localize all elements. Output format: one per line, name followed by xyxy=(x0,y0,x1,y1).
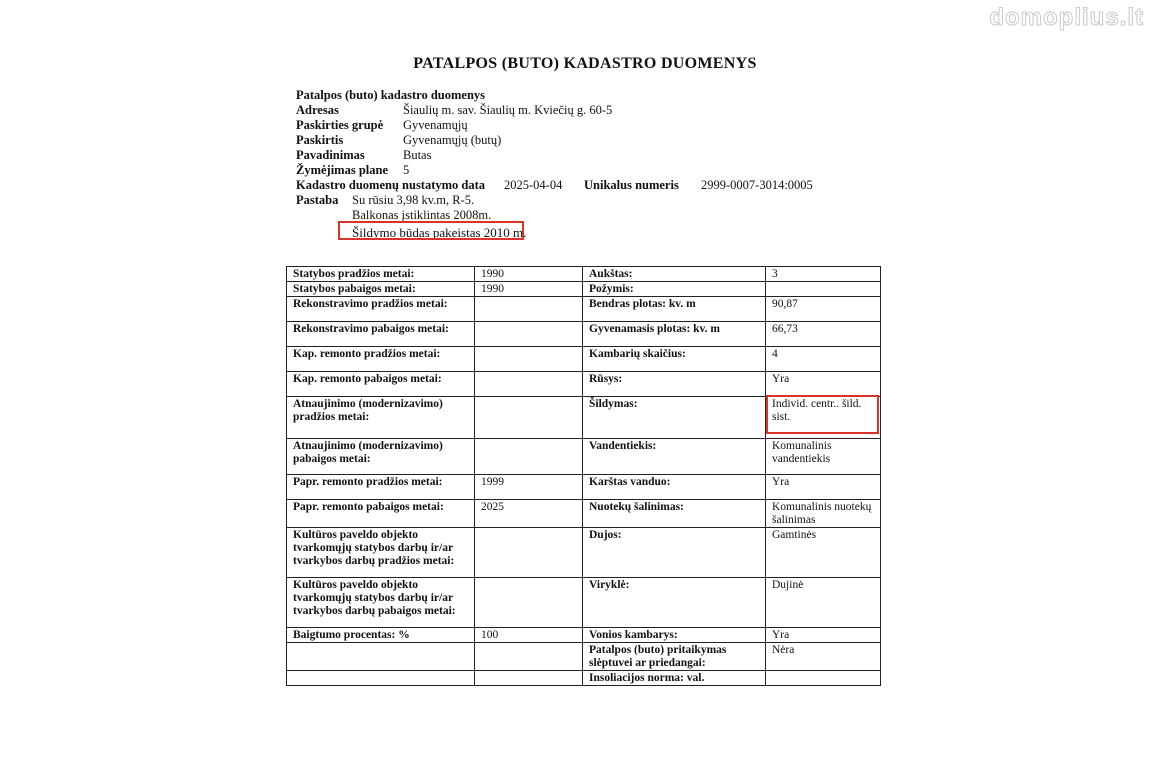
note-label: Pastaba xyxy=(296,193,339,207)
document-title: PATALPOS (BUTO) KADASTRO DUOMENYS xyxy=(413,55,757,72)
left-value-cell xyxy=(475,397,583,439)
date-value: 2025-04-04 xyxy=(504,178,563,192)
table-row xyxy=(287,528,881,578)
right-value-cell: Individ. centr.. šild. sist. xyxy=(766,397,881,439)
right-value-cell: Komunalinis vandentiekis xyxy=(766,439,881,475)
info-value: Butas xyxy=(403,148,432,162)
right-value-cell: 66,73 xyxy=(766,322,881,347)
left-label-cell: Papr. remonto pabaigos metai: xyxy=(287,500,475,528)
right-value-cell: Gamtinės xyxy=(766,528,881,578)
info-row-purpose-group xyxy=(296,118,612,133)
right-value-cell: 4 xyxy=(766,347,881,372)
right-value-cell: 90,87 xyxy=(766,297,881,322)
right-label-cell: Vonios kambarys: xyxy=(583,628,766,643)
right-value-cell xyxy=(766,671,881,686)
cadastre-info xyxy=(296,88,813,240)
note-highlight-box xyxy=(338,221,527,240)
table-row xyxy=(287,475,881,500)
info-row-purpose xyxy=(296,133,612,148)
left-value-cell xyxy=(475,297,583,322)
right-label-cell: Insoliacijos norma: val. xyxy=(583,671,766,686)
left-value-cell xyxy=(475,322,583,347)
right-label-cell: Viryklė: xyxy=(583,578,766,628)
table-row xyxy=(287,439,881,475)
left-value-cell xyxy=(475,578,583,628)
left-label-cell: Statybos pabaigos metai: xyxy=(287,282,475,297)
right-label-cell: Gyvenamasis plotas: kv. m xyxy=(583,322,766,347)
left-label-cell: Atnaujinimo (modernizavimo) pradžios metai: xyxy=(287,397,475,439)
left-label-cell: Atnaujinimo (modernizavimo) pabaigos metai: xyxy=(287,439,475,475)
info-label: Pavadinimas xyxy=(296,148,365,162)
right-label-cell: Šildymas: xyxy=(583,397,766,439)
right-label-cell: Aukštas: xyxy=(583,267,766,282)
info-label: Paskirtis xyxy=(296,133,344,147)
right-value-cell xyxy=(766,282,881,297)
right-value-cell: Yra xyxy=(766,475,881,500)
left-label-cell xyxy=(287,643,475,671)
info-row-address xyxy=(296,103,612,118)
heating-highlight-box xyxy=(766,395,879,434)
left-value-cell xyxy=(475,528,583,578)
right-value-cell: Yra xyxy=(766,628,881,643)
table-row xyxy=(287,322,881,347)
left-value-cell: 100 xyxy=(475,628,583,643)
date-label: Kadastro duomenų nustatymo data xyxy=(296,178,486,192)
left-value-cell xyxy=(475,372,583,397)
right-label-cell: Patalpos (buto) pritaikymas slėptuvei ar priedangai: xyxy=(583,643,766,671)
left-value-cell xyxy=(475,643,583,671)
note-line: Su rūsiu 3,98 kv.m, R-5. xyxy=(352,193,475,207)
left-label-cell: Baigtumo procentas: % xyxy=(287,628,475,643)
left-value-cell: 2025 xyxy=(475,500,583,528)
watermark: domoplius.lt xyxy=(989,4,1144,31)
note-row xyxy=(296,193,612,208)
table-row xyxy=(287,628,881,643)
right-value-cell: Nėra xyxy=(766,643,881,671)
table-row xyxy=(287,643,881,671)
info-value: Šiaulių m. sav. Šiaulių m. Kviečių g. 60-5 xyxy=(403,103,613,117)
left-label-cell: Kultūros paveldo objekto tvarkomųjų statybos darbų ir/ar tvarkybos darbų pabaigos metai: xyxy=(287,578,475,628)
info-value: 5 xyxy=(403,163,410,177)
left-value-cell xyxy=(475,439,583,475)
right-value-cell: Yra xyxy=(766,372,881,397)
info-row-date xyxy=(296,178,813,193)
left-label-cell: Kap. remonto pabaigos metai: xyxy=(287,372,475,397)
left-label-cell: Kap. remonto pradžios metai: xyxy=(287,347,475,372)
table-row xyxy=(287,372,881,397)
left-value-cell xyxy=(475,347,583,372)
right-label-cell: Kambarių skaičius: xyxy=(583,347,766,372)
table-row xyxy=(287,297,881,322)
left-label-cell xyxy=(287,671,475,686)
right-label-cell: Bendras plotas: kv. m xyxy=(583,297,766,322)
right-label-cell: Nuotekų šalinimas: xyxy=(583,500,766,528)
table-row xyxy=(287,267,881,282)
left-value-cell: 1990 xyxy=(475,282,583,297)
left-label-cell: Papr. remonto pradžios metai: xyxy=(287,475,475,500)
unique-number-value: 2999-0007-3014:0005 xyxy=(701,178,813,192)
info-value: Gyvenamųjų xyxy=(403,118,468,132)
info-value: Gyvenamųjų (butų) xyxy=(403,133,502,147)
left-label-cell: Kultūros paveldo objekto tvarkomųjų statybos darbų ir/ar tvarkybos darbų pradžios metai: xyxy=(287,528,475,578)
right-value-cell: Komunalinis nuotekų šalinimas xyxy=(766,500,881,528)
info-row-plan-mark xyxy=(296,163,612,178)
table-row xyxy=(287,500,881,528)
info-heading: Patalpos (buto) kadastro duomenys xyxy=(296,88,486,102)
right-label-cell: Dujos: xyxy=(583,528,766,578)
note-line: Šildymo būdas pakeistas 2010 m. xyxy=(352,225,527,240)
left-label-cell: Rekonstravimo pradžios metai: xyxy=(287,297,475,322)
right-label-cell: Rūsys: xyxy=(583,372,766,397)
info-label: Adresas xyxy=(296,103,339,117)
table-row xyxy=(287,282,881,297)
info-label: Žymėjimas plane xyxy=(296,163,389,177)
right-label-cell: Karštas vanduo: xyxy=(583,475,766,500)
left-label-cell: Statybos pradžios metai: xyxy=(287,267,475,282)
right-value-cell: 3 xyxy=(766,267,881,282)
right-label-cell: Požymis: xyxy=(583,282,766,297)
unique-number-label: Unikalus numeris xyxy=(584,178,679,192)
right-label-cell: Vandentiekis: xyxy=(583,439,766,475)
table-row xyxy=(287,347,881,372)
left-value-cell: 1990 xyxy=(475,267,583,282)
right-value-cell: Dujinė xyxy=(766,578,881,628)
left-value-cell xyxy=(475,671,583,686)
left-label-cell: Rekonstravimo pabaigos metai: xyxy=(287,322,475,347)
left-value-cell: 1999 xyxy=(475,475,583,500)
info-row-name xyxy=(296,148,612,163)
building-data-table xyxy=(286,266,881,686)
info-label: Paskirties grupė xyxy=(296,118,384,132)
table-row xyxy=(287,671,881,686)
note-line: Balkonas įstiklintas 2008m. xyxy=(352,208,492,222)
table-row xyxy=(287,578,881,628)
